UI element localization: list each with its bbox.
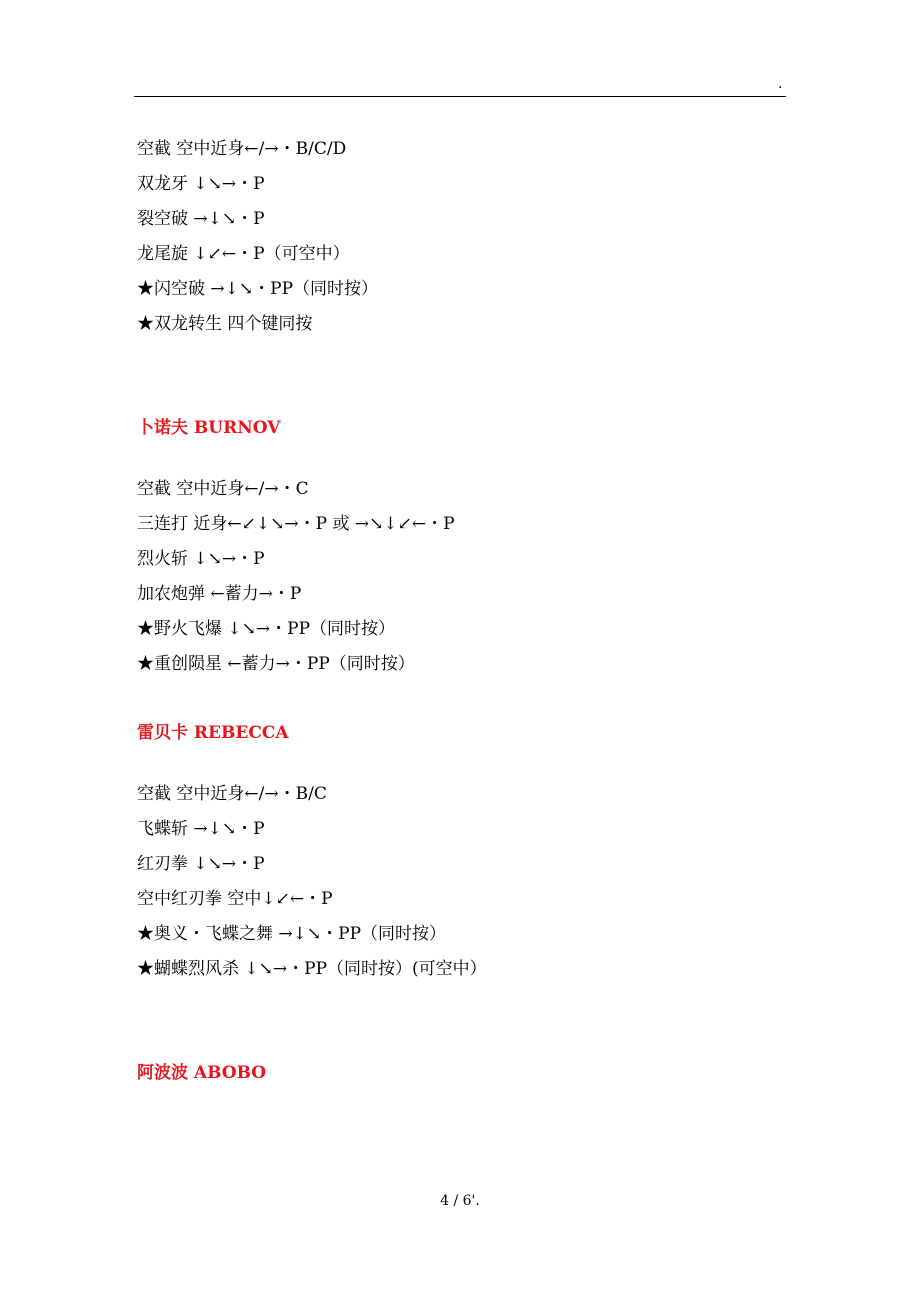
move-line: ★蝴蝶烈风杀 ↓↘→・PP（同时按）(可空中） xyxy=(137,959,487,979)
section-title-abobo: 阿波波 ABOBO xyxy=(137,1063,267,1083)
move-line: 空截 空中近身←/→・B/C xyxy=(137,784,327,804)
move-line: ★野火飞爆 ↓↘→・PP（同时按） xyxy=(137,619,396,639)
page-number: 4 / 6'. xyxy=(440,1193,480,1209)
section-title-rebecca: 雷贝卡 REBECCA xyxy=(137,723,289,743)
move-line: 空截 空中近身←/→・C xyxy=(137,479,309,499)
move-line: ★重创陨星 ←蓄力→・PP（同时按） xyxy=(137,654,415,674)
move-line: 三连打 近身←↙↓↘→・P 或 →↘↓↙←・P xyxy=(137,514,455,534)
move-line: 空截 空中近身←/→・B/C/D xyxy=(137,139,347,159)
move-line: 裂空破 →↓↘・P xyxy=(137,209,265,229)
move-line: ★奥义・飞蝶之舞 →↓↘・PP（同时按） xyxy=(137,924,447,944)
move-line: 龙尾旋 ↓↙←・P（可空中） xyxy=(137,244,350,264)
move-line: 空中红刃拳 空中↓↙←・P xyxy=(137,889,333,909)
move-line: 双龙牙 ↓↘→・P xyxy=(137,174,265,194)
move-line: 烈火斩 ↓↘→・P xyxy=(137,549,265,569)
header-rule xyxy=(134,96,786,97)
move-line: ★双龙转生 四个键同按 xyxy=(137,314,313,334)
move-line: 红刃拳 ↓↘→・P xyxy=(137,854,265,874)
move-line: 飞蝶斩 →↓↘・P xyxy=(137,819,265,839)
header-mark: . xyxy=(778,76,783,92)
move-line: 加农炮弹 ←蓄力→・P xyxy=(137,584,302,604)
move-line: ★闪空破 →↓↘・PP（同时按） xyxy=(137,279,379,299)
section-title-burnov: 卜诺夫 BURNOV xyxy=(137,418,281,438)
